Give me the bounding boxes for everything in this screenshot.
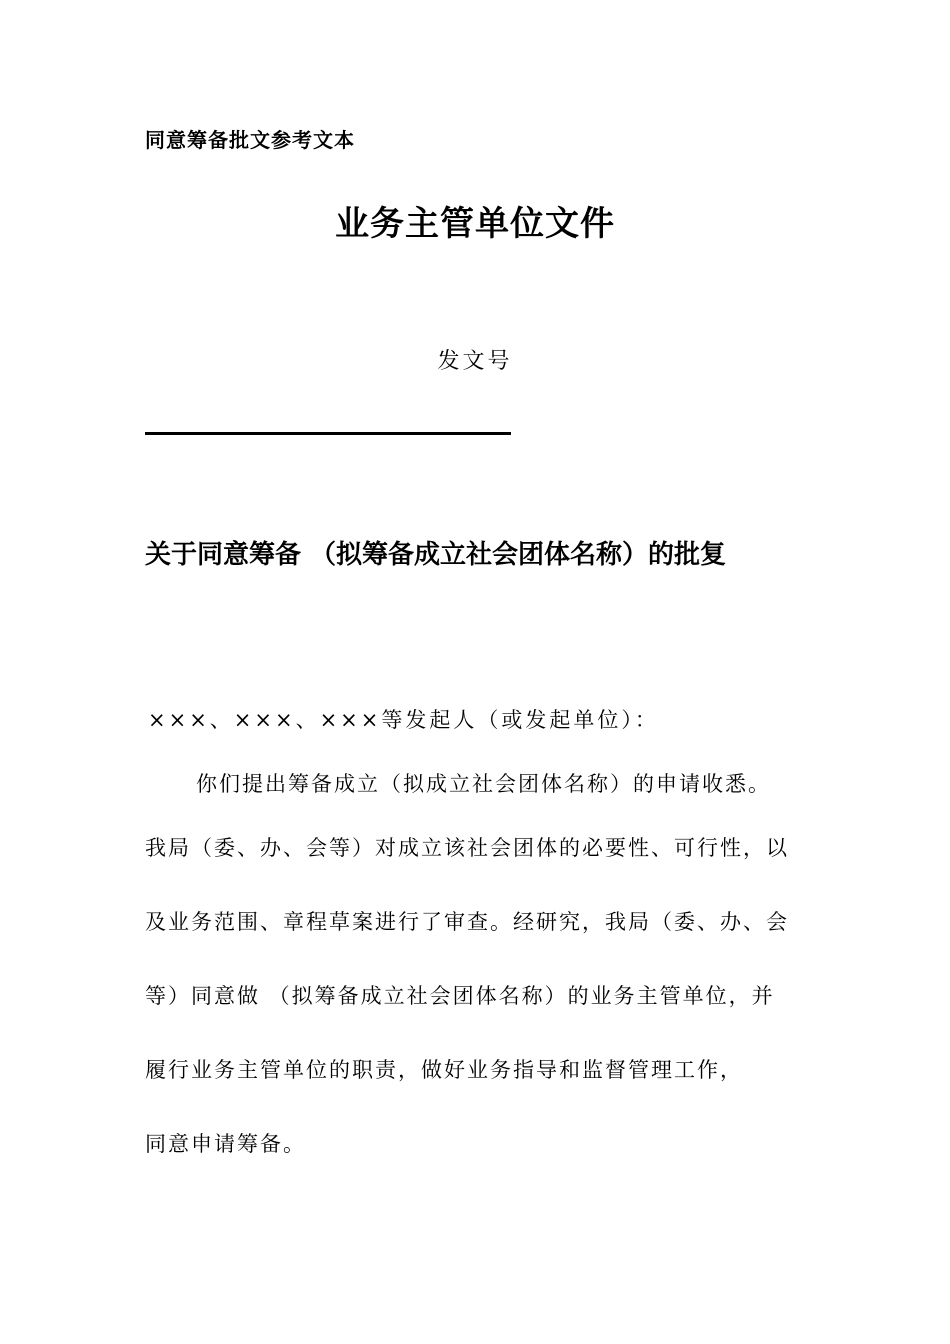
document-header-title: 业务主管单位文件 <box>335 204 615 244</box>
subject-title: 关于同意筹备 （拟筹备成立社会团体名称）的批复 <box>145 540 727 570</box>
body-paragraph-line: 同意申请筹备。 <box>145 1132 306 1156</box>
body-paragraph-line: 履行业务主管单位的职责，做好业务指导和监督管理工作， <box>145 1058 743 1082</box>
body-paragraph-line: 你们提出筹备成立（拟成立社会团体名称）的申请收悉。 <box>196 772 771 796</box>
body-paragraph-line: 及业务范围、章程草案进行了审查。经研究，我局（委、办、会 <box>145 910 789 934</box>
reference-label: 同意筹备批文参考文本 <box>145 128 355 152</box>
document-number-label: 发文号 <box>437 349 513 374</box>
salutation: ×××、×××、×××等发起人（或发起单位）： <box>148 708 659 732</box>
body-paragraph-line: 我局（委、办、会等）对成立该社会团体的必要性、可行性，以 <box>145 836 789 860</box>
body-paragraph-line: 等）同意做 （拟筹备成立社会团体名称）的业务主管单位，并 <box>145 984 775 1008</box>
header-divider-line <box>145 432 511 435</box>
